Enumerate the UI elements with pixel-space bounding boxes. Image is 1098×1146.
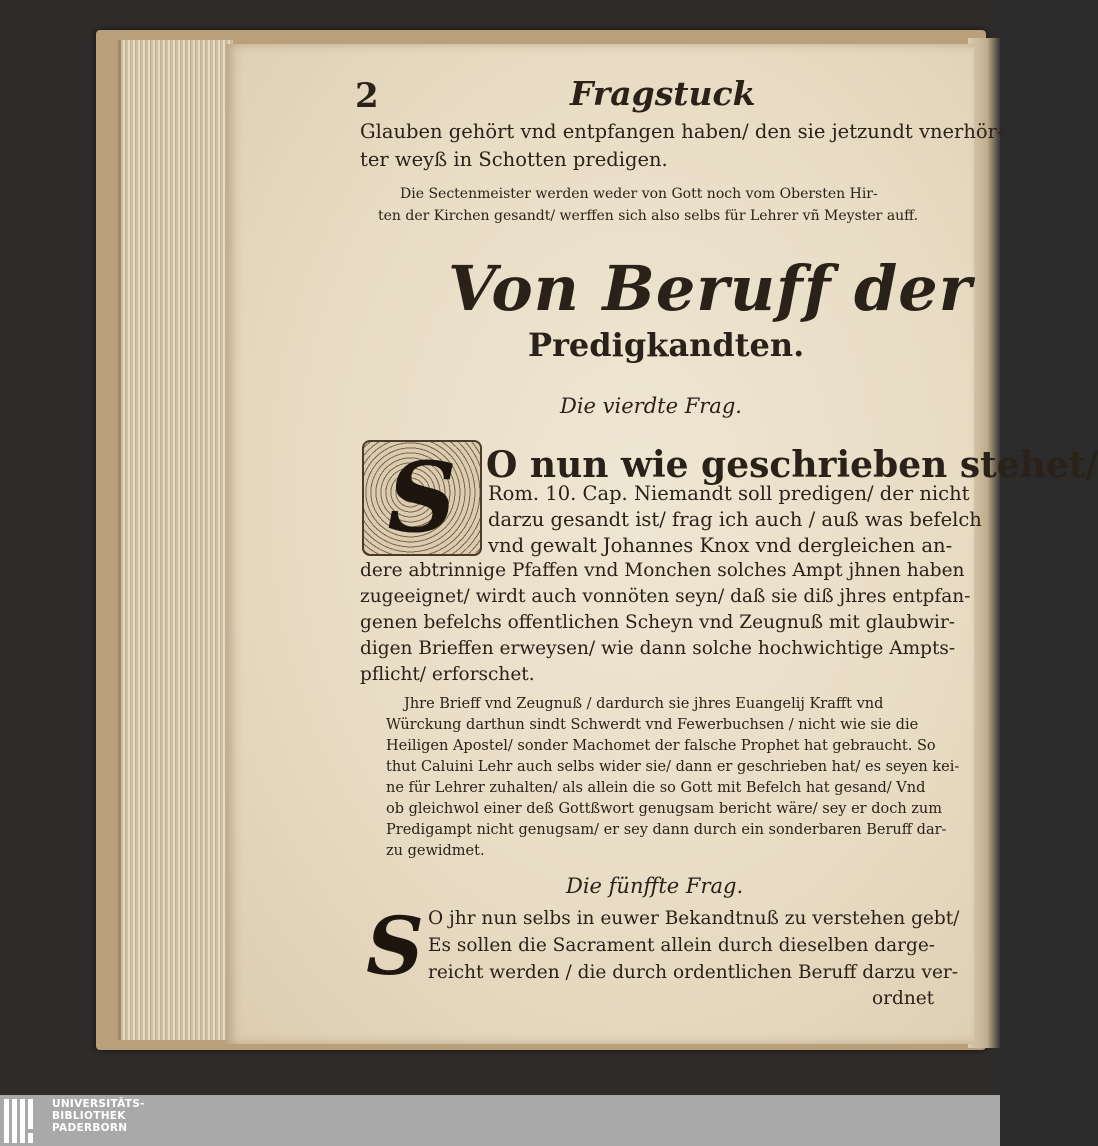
initial-letter: S [387, 441, 457, 554]
question-5-line: O jhr nun selbs in euwer Bekandtnuß zu verstehen gebt/ [428, 908, 960, 929]
gloss-line: ne für Lehrer zuhalten/ als allein die so Gott mit Befelch hat gesand/ Vnd [386, 780, 926, 796]
decorated-initial [362, 440, 482, 556]
running-head: Fragstuck [570, 74, 756, 113]
question-4-line: darzu gesandt ist/ frag ich auch / auß was befelch [488, 508, 982, 531]
note-line: ten der Kirchen gesandt/ werffen sich also selbs für Lehrer vñ Meyster auff. [378, 208, 919, 224]
library-logo-icon [4, 1099, 46, 1143]
intro-line: ter weyß in Schotten predigen. [360, 148, 668, 171]
gloss-line: Jhre Brieff vnd Zeugnuß / dardurch sie jhres Euangelij Krafft vnd [404, 696, 884, 712]
gloss-line: zu gewidmet. [386, 843, 485, 859]
question-4-line: pflicht/ erforschet. [360, 664, 535, 685]
gloss-line: Heiligen Apostel/ sonder Machomet der falsche Prophet hat gebraucht. So [386, 738, 936, 754]
question-4-line: O nun wie geschrieben stehet/ [486, 444, 1098, 486]
chapter-title: Von Beruff der [448, 252, 973, 325]
question-4-heading: Die vierdte Frag. [560, 394, 742, 418]
note-line: Die Sectenmeister werden weder von Gott noch vom Obersten Hir- [400, 186, 878, 202]
initial-letter-glyph: S [366, 899, 424, 993]
question-5-line: Es sollen die Sacrament allein durch dieselben darge- [428, 935, 936, 956]
gloss-line: thut Caluini Lehr auch selbs wider sie/ dann er geschrieben hat/ es seyen kei- [386, 759, 960, 775]
question-4-line: dere abtrinnige Pfaffen vnd Monchen solches Ampt jhnen haben [360, 560, 965, 581]
question-4-line: Rom. 10. Cap. Niemandt soll predigen/ der nicht [488, 482, 970, 505]
library-name-line: UNIVERSITÄTS- [52, 1098, 145, 1110]
question-4-line: genen befelchs offentlichen Scheyn vnd Zeugnuß mit glaubwir- [360, 612, 956, 633]
question-4-line: zugeeignet/ wirdt auch vonnöten seyn/ daß sie diß jhres entpfan- [360, 586, 971, 607]
gloss-line: Predigampt nicht genugsam/ er sey dann durch ein sonderbaren Beruff dar- [386, 822, 947, 838]
question-4-line: digen Brieffen erweysen/ wie dann solche hochwichtige Ampts- [360, 638, 956, 659]
footer-bar [0, 1095, 1000, 1146]
intro-line: Glauben gehört vnd entpfangen haben/ den sie jetzundt vnerhör- [360, 120, 1004, 143]
initial-letter-2 [362, 899, 428, 993]
catchword: ordnet [872, 988, 935, 1009]
chapter-subtitle: Predigkandten. [528, 326, 805, 364]
library-name [52, 1098, 145, 1134]
question-4-line: vnd gewalt Johannes Knox vnd dergleichen an- [488, 534, 953, 557]
library-name-line: BIBLIOTHEK [52, 1110, 126, 1122]
question-5-heading: Die fünffte Frag. [566, 874, 744, 898]
library-name-line: PADERBORN [52, 1122, 128, 1134]
gloss-line: Würckung darthun sindt Schwerdt vnd Fewerbuchsen / nicht wie sie die [386, 717, 919, 733]
page-edges [118, 40, 233, 1040]
page-number: 2 [355, 76, 379, 116]
gloss-line: ob gleichwol einer deß Gottßwort genugsam bericht wäre/ sey er doch zum [386, 801, 943, 817]
question-5-line: reicht werden / die durch ordentlichen Beruff darzu ver- [428, 962, 959, 983]
